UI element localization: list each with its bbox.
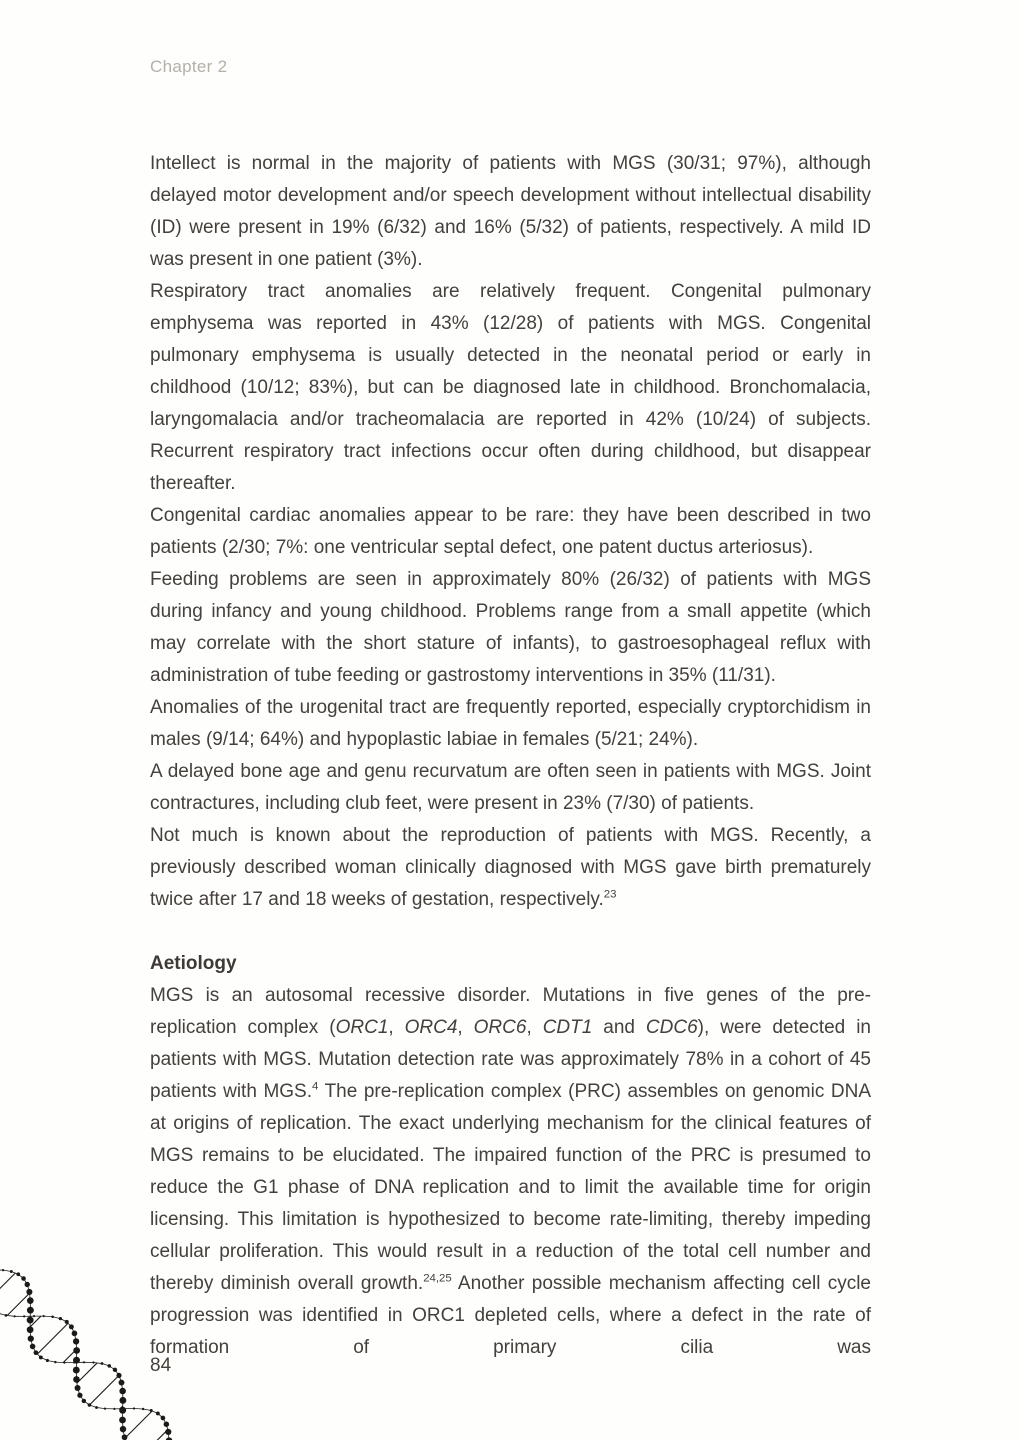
paragraph: MGS is an autosomal recessive disorder. Mutations in five genes of the pre-replication complex (ORC1, ORC4, ORC6, CDT1 and CDC6), were detected in patients with MGS. Mutation detection rate was approximately 78% in a cohort of 45 patients with MGS.$^4$ The pre-replication complex (PRC) assembles on genomic DNA at origins of replication. The exact underlying mechanism for the clinical features of MGS remains to be elucidated. The impaired function of the PRC is presumed to reduce the G1 phase of DNA replication and to limit the available time for origin licensing. This limitation is hypothesized to become rate-limiting, thereby impeding cellular proliferation. This would result in a reduction of the total cell number and thereby diminish overall growth.$^{24,25}$ Another possible mechanism affecting cell cycle progression was identified in ORC1 depleted cells, where a defect in the rate of formation of primary cilia was (150, 985, 872, 1358)
page-number: 84 (150, 1355, 172, 1376)
aetiology-paragraphs (150, 980, 871, 1364)
paragraph: Anomalies of the urogenital tract are frequently reported, especially cryptorchidism in males (9/14; 64%) and hypoplastic labiae in females (5/21; 24%). (150, 697, 871, 750)
paragraph: Intellect is normal in the majority of patients with MGS (30/31; 97%), although delayed motor development and/or speech development without intellectual disability (ID) were present in 19% (6/32) and 16% (5/32) of patients, respectively. A mild ID was present in one patient (3%). (150, 153, 871, 270)
paragraph: Respiratory tract anomalies are relatively frequent. Congenital pulmonary emphysema was reported in 43% (12/28) of patients with MGS. Congenital pulmonary emphysema is usually detected in the neonatal period or early in childhood (10/12; 83%), but can be diagnosed late in childhood. Bronchomalacia, laryngomalacia and/or tracheomalacia are reported in 42% (10/24) of subjects. Recurrent respiratory tract infections occur often during childhood, but disappear thereafter. (150, 281, 871, 494)
clinical-features-paragraphs (150, 148, 871, 916)
body-text (150, 148, 871, 1364)
chapter-header: Chapter 2 (150, 57, 228, 76)
paragraph: A delayed bone age and genu recurvatum are often seen in patients with MGS. Joint contractures, including club feet, were present in 23% (7/30) of patients. (150, 761, 871, 814)
paragraph: Feeding problems are seen in approximately 80% (26/32) of patients with MGS during infancy and young childhood. Problems range from a small appetite (which may correlate with the short stature of infants), to gastroesophageal reflux with administration of tube feeding or gastrostomy interventions in 35% (11/31). (150, 569, 871, 686)
paragraph: Not much is known about the reproduction of patients with MGS. Recently, a previously described woman clinically diagnosed with MGS gave birth prematurely twice after 17 and 18 weeks of gestation, respectively.$^{23}$ (150, 825, 871, 910)
section-heading-aetiology: Aetiology (150, 953, 237, 974)
paragraph: Congenital cardiac anomalies appear to be rare: they have been described in two patients (2/30; 7%: one ventricular septal defect, one patent ductus arteriosus). (150, 505, 871, 558)
